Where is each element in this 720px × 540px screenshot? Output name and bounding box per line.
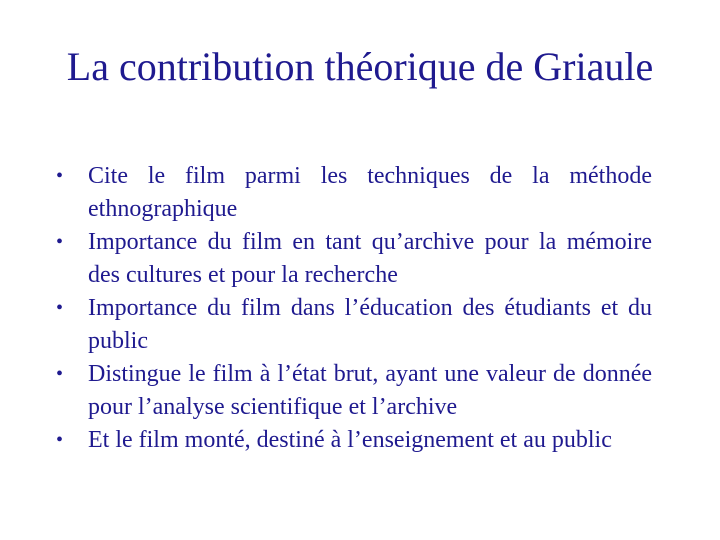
bullet-dot-icon: • — [56, 429, 64, 451]
bullet-dot-icon: • — [56, 363, 64, 385]
bullet-dot-icon: • — [56, 165, 64, 187]
bullet-text: Importance du film en tant qu’archive pour la mémoire des cultures et pour la recherche — [88, 229, 652, 288]
bullet-item — [56, 424, 652, 457]
bullet-text: Cite le film parmi les techniques de la méthode ethnographique — [88, 163, 652, 222]
bullet-item — [56, 358, 652, 424]
slide-title: La contribution théorique de Griaule — [66, 44, 654, 89]
bullet-dot-icon: • — [56, 297, 64, 319]
bullet-text: Et le film monté, destiné à l’enseignement et au public — [88, 427, 612, 453]
bullet-item — [56, 226, 652, 292]
bullet-text: Importance du film dans l’éducation des étudiants et du public — [88, 295, 652, 354]
bullet-list — [56, 160, 652, 457]
bullet-text: Distingue le film à l’état brut, ayant une valeur de donnée pour l’analyse scientifique et l’archive — [88, 361, 652, 420]
bullet-item — [56, 292, 652, 358]
bullet-dot-icon: • — [56, 231, 64, 253]
bullet-item — [56, 160, 652, 226]
